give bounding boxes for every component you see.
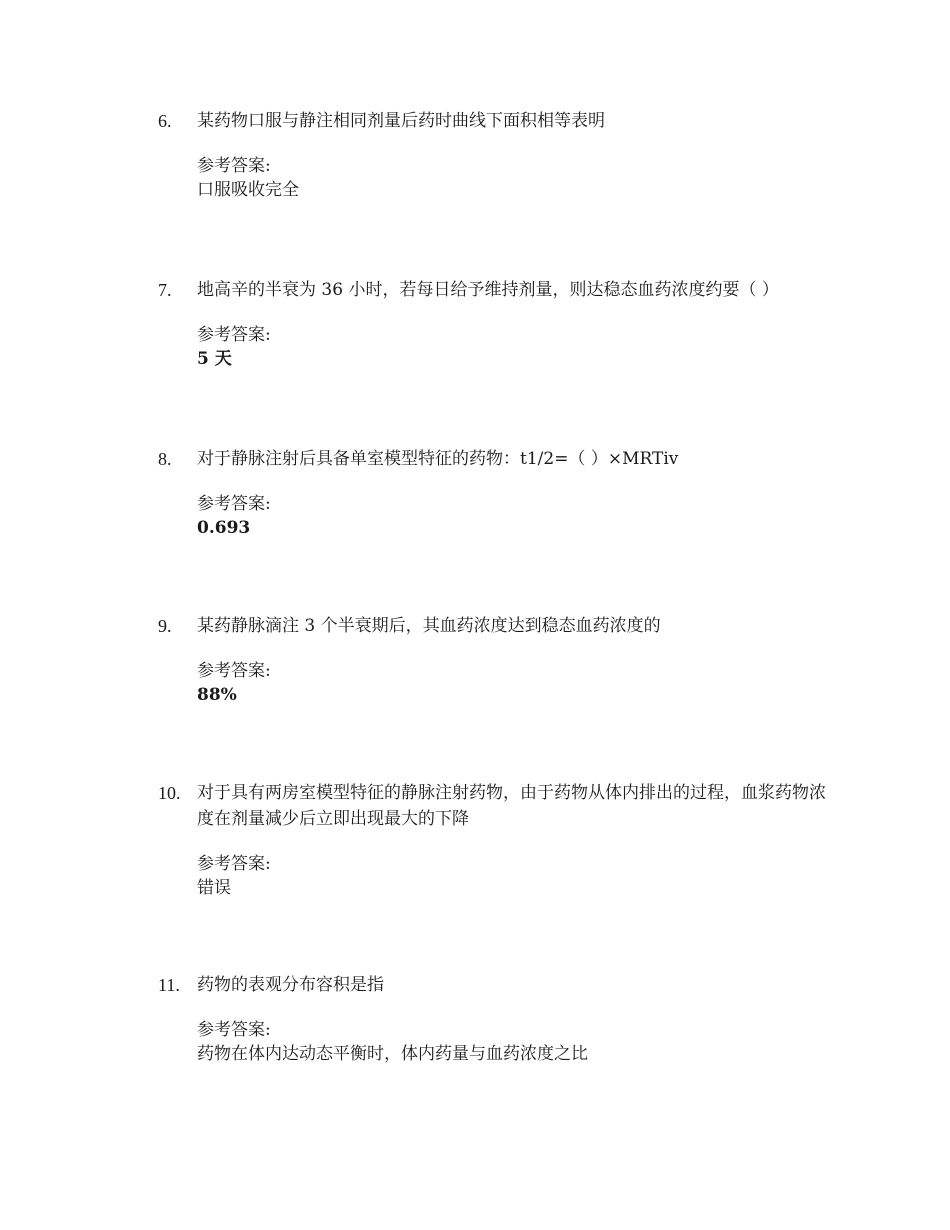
answer-block [197,659,838,707]
question-line [158,446,838,472]
question-text: 某药静脉滴注 3 个半衰期后，其血药浓度达到稳态血药浓度的 [197,616,661,636]
question-item [158,613,838,707]
answer-value: 0.693 [197,518,251,538]
answer-value: 口服吸收完全 [197,180,299,200]
question-item [158,108,838,202]
question-text: 药物的表观分布容积是指 [197,975,384,995]
answer-label: 参考答案: [197,325,271,345]
question-item [158,780,838,900]
question-number: 8. [158,449,172,469]
answer-block [197,492,838,540]
answer-label: 参考答案: [197,1020,271,1040]
question-line [158,277,838,303]
answer-label: 参考答案: [197,661,271,681]
question-item [158,446,838,540]
question-text: 对于具有两房室模型特征的静脉注射药物，由于药物从体内排出的过程，血浆药物浓度在剂量减少后立即出现最大的下降 [197,783,826,829]
question-number: 11. [158,975,180,995]
question-text: 地高辛的半衰为 36 小时，若每日给予维持剂量，则达稳态血药浓度约要（ ） [197,280,779,300]
question-number: 10. [158,783,181,803]
question-line [158,972,838,998]
answer-block [197,1018,838,1066]
answer-block [197,323,838,371]
question-line [158,613,838,639]
question-number: 9. [158,616,172,636]
answer-value: 5 天 [197,349,232,369]
question-text: 对于静脉注射后具备单室模型特征的药物：t1/2=（ ）×MRTiv [197,449,679,469]
answer-label: 参考答案: [197,854,271,874]
answer-label: 参考答案: [197,494,271,514]
answer-block [197,852,838,900]
answer-value: 88% [197,685,237,705]
answer-block [197,154,838,202]
answer-value: 错误 [197,878,231,898]
question-item [158,972,838,1066]
question-number: 7. [158,280,172,300]
question-text: 某药物口服与静注相同剂量后药时曲线下面积相等表明 [197,111,605,131]
question-line [158,108,838,134]
answer-value: 药物在体内达动态平衡时，体内药量与血药浓度之比 [197,1044,588,1064]
question-item [158,277,838,371]
question-number: 6. [158,111,172,131]
question-line [158,780,838,832]
answer-label: 参考答案: [197,156,271,176]
